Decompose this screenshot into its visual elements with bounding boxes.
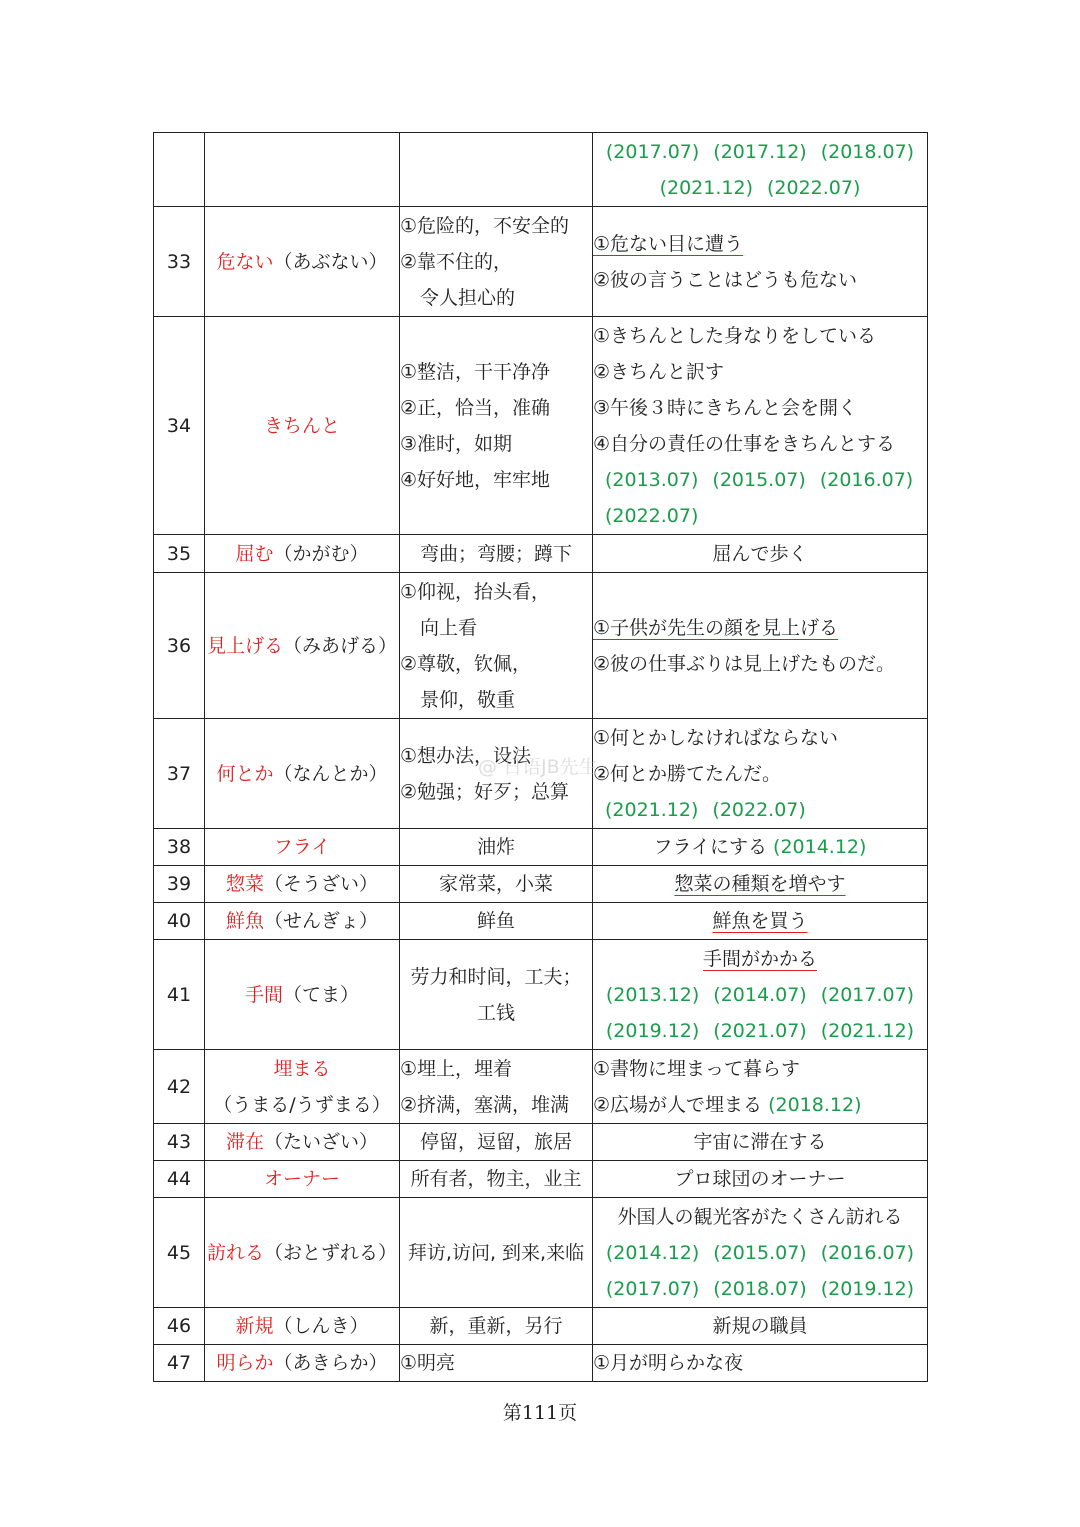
meaning-line: ②尊敬，钦佩， <box>400 652 532 675</box>
word-kanji: 危ない <box>216 250 274 273</box>
example-cell <box>593 829 928 866</box>
word-cell <box>205 1124 400 1161</box>
word-reading: （おとずれる） <box>264 1241 398 1264</box>
meaning-line: ②勉强；好歹；总算 <box>400 780 570 803</box>
table-row <box>154 317 928 535</box>
example-cell: プロ球団のオーナー <box>593 1161 928 1198</box>
table-row <box>154 1161 928 1198</box>
example-line: ①書物に埋まって暮らす <box>593 1057 801 1080</box>
row-number: 45 <box>154 1198 205 1308</box>
word-cell <box>205 1198 400 1308</box>
meaning-cell: 拜访,访问, 到来,来临 <box>400 1198 593 1308</box>
word-reading: （あきらか） <box>273 1352 388 1374</box>
word-kanji: 埋まる <box>273 1057 331 1080</box>
meaning-line: ④好好地，牢牢地 <box>400 468 551 491</box>
word-cell <box>205 1345 400 1382</box>
example-line: ①子供が先生の顔を見上げる <box>593 616 839 639</box>
example-line: ②きちんと訳す <box>593 360 725 383</box>
row-number: 43 <box>154 1124 205 1161</box>
meaning-cell <box>400 1050 593 1124</box>
example-line: 外国人の観光客がたくさん訪れる <box>617 1205 903 1228</box>
example-cell <box>593 719 928 829</box>
example-cell: 新規の職員 <box>593 1308 928 1345</box>
row-number <box>154 133 205 207</box>
meaning-cell: 停留，逗留，旅居 <box>400 1124 593 1161</box>
meaning-line: ①想办法，设法 <box>400 744 532 767</box>
table-row <box>154 1308 928 1345</box>
exam-years: (2017.07) (2018.07) (2019.12) <box>605 1277 915 1300</box>
word-kanji: 明らか <box>216 1352 274 1374</box>
example-line: ②広場が人で埋まる <box>593 1093 763 1116</box>
meaning-cell: 新，重新，另行 <box>400 1308 593 1345</box>
word-cell <box>205 535 400 573</box>
exam-years: (2013.12) (2014.07) (2017.07) <box>605 983 915 1006</box>
word-kanji: 訪れる <box>206 1241 264 1264</box>
meaning-cell <box>400 317 593 535</box>
example-cell <box>593 903 928 940</box>
meaning-cell <box>400 133 593 207</box>
row-number: 34 <box>154 317 205 535</box>
word-kanji: 惣菜 <box>225 873 264 895</box>
example-line: ①何とかしなければならない <box>593 726 839 749</box>
watermark: @ 日语JB先生 <box>478 756 598 778</box>
table-row <box>154 1345 928 1382</box>
example-line: フライにする <box>653 836 767 858</box>
meaning-cell <box>400 940 593 1050</box>
meaning-line: ①埋上，埋着 <box>400 1057 513 1080</box>
table-row <box>154 1050 928 1124</box>
word-cell <box>205 829 400 866</box>
word-reading: （うまる/うずまる） <box>213 1093 391 1116</box>
table-row <box>154 1198 928 1308</box>
example-line: ②彼の仕事ぶりは見上げたものだ。 <box>593 652 896 675</box>
meaning-line: 景仰，敬重 <box>420 688 516 711</box>
meaning-line: ②靠不住的， <box>400 250 513 273</box>
example-line: ④自分の責任の仕事をきちんとする <box>593 432 896 455</box>
meaning-line: ①危险的，不安全的 <box>400 214 570 237</box>
example-line: 惣菜の種類を増やす <box>674 873 846 895</box>
example-line: ③午後３時にきちんと会を開く <box>593 396 858 419</box>
row-number: 47 <box>154 1345 205 1382</box>
word-kanji: 滞在 <box>225 1131 264 1153</box>
row-number: 38 <box>154 829 205 866</box>
meaning-cell: 弯曲；弯腰；蹲下 <box>400 535 593 573</box>
exam-year: (2014.12) <box>773 836 867 858</box>
table-row <box>154 903 928 940</box>
row-number: 36 <box>154 573 205 719</box>
example-line: 手間がかかる <box>702 947 817 970</box>
row-number: 33 <box>154 207 205 317</box>
meaning-cell <box>400 207 593 317</box>
word-kanji: 鮮魚 <box>225 910 264 932</box>
example-cell <box>593 866 928 903</box>
meaning-line: ③准时，如期 <box>400 432 513 455</box>
word-kanji: オーナー <box>263 1168 340 1190</box>
row-number: 39 <box>154 866 205 903</box>
word-cell <box>205 1308 400 1345</box>
meaning-line: ①整洁，干干净净 <box>400 360 551 383</box>
word-cell <box>205 317 400 535</box>
exam-years: (2017.07) (2017.12) (2018.07) <box>605 140 915 163</box>
word-cell <box>205 940 400 1050</box>
meaning-line: 向上看 <box>420 616 478 639</box>
exam-years: (2022.07) <box>605 504 699 527</box>
table-row <box>154 207 928 317</box>
word-kanji: 新規 <box>235 1315 274 1337</box>
exam-years: (2019.12) (2021.07) (2021.12) <box>605 1019 915 1042</box>
word-reading: （みあげる） <box>283 634 398 657</box>
table-row <box>154 535 928 573</box>
exam-years: (2013.07) (2015.07) (2016.07) <box>605 468 914 491</box>
example-cell <box>593 207 928 317</box>
word-reading: （あぶない） <box>273 250 388 273</box>
meaning-cell: ①明亮 <box>400 1345 593 1382</box>
example-line: ②何とか勝てたんだ。 <box>593 762 782 785</box>
meaning-line: ②挤满，塞满，堆满 <box>400 1093 570 1116</box>
example-cell: 屈んで歩く <box>593 535 928 573</box>
example-cell <box>593 940 928 1050</box>
word-cell <box>205 719 400 829</box>
word-reading: （そうざい） <box>264 873 379 895</box>
meaning-line: 劳力和时间，工夫； <box>410 965 582 988</box>
table-row <box>154 1124 928 1161</box>
example-cell: 宇宙に滞在する <box>593 1124 928 1161</box>
word-kanji: 何とか <box>216 762 274 785</box>
example-line: ①危ない目に遭う <box>593 232 744 255</box>
word-reading: （せんぎょ） <box>264 910 379 932</box>
meaning-cell: 鲜鱼 <box>400 903 593 940</box>
word-cell <box>205 1161 400 1198</box>
exam-year: (2018.12) <box>768 1093 862 1116</box>
example-line: ①きちんとした身なりをしている <box>593 324 877 347</box>
example-cell <box>593 317 928 535</box>
word-reading: （かがむ） <box>273 542 369 565</box>
row-number: 42 <box>154 1050 205 1124</box>
table-row <box>154 940 928 1050</box>
row-number: 40 <box>154 903 205 940</box>
word-reading: （なんとか） <box>273 762 388 785</box>
word-kanji: 手間 <box>244 983 283 1006</box>
word-cell <box>205 1050 400 1124</box>
word-kanji: 屈む <box>235 542 274 565</box>
example-cell <box>593 1198 928 1308</box>
meaning-cell <box>400 573 593 719</box>
word-kanji: きちんと <box>263 414 340 437</box>
word-reading: （たいざい） <box>264 1131 379 1153</box>
word-cell <box>205 903 400 940</box>
row-number: 41 <box>154 940 205 1050</box>
meaning-line: 令人担心的 <box>420 286 516 309</box>
row-number: 46 <box>154 1308 205 1345</box>
table-row <box>154 866 928 903</box>
page-number: 第111页 <box>502 1402 578 1424</box>
exam-years: (2021.12) (2022.07) <box>659 176 861 199</box>
exam-years: (2021.12) (2022.07) <box>605 798 806 821</box>
meaning-line: ①仰视，抬头看， <box>400 580 551 603</box>
word-reading: （てま） <box>283 983 360 1006</box>
example-cell <box>593 1050 928 1124</box>
word-kanji: 見上げる <box>206 634 283 657</box>
example-cell: ①月が明らかな夜 <box>593 1345 928 1382</box>
word-cell <box>205 207 400 317</box>
example-line: ②彼の言うことはどうも危ない <box>593 268 858 291</box>
table-row <box>154 133 928 207</box>
word-cell <box>205 866 400 903</box>
exam-years: (2014.12) (2015.07) (2016.07) <box>605 1241 915 1264</box>
row-number: 37 <box>154 719 205 829</box>
word-cell <box>205 133 400 207</box>
word-kanji: フライ <box>273 836 331 858</box>
table-row <box>154 573 928 719</box>
meaning-cell: 油炸 <box>400 829 593 866</box>
row-number: 44 <box>154 1161 205 1198</box>
example-cell <box>593 573 928 719</box>
row-number: 35 <box>154 535 205 573</box>
table-row <box>154 829 928 866</box>
meaning-cell: 所有者，物主，业主 <box>400 1161 593 1198</box>
word-cell <box>205 573 400 719</box>
word-reading: （しんき） <box>273 1315 369 1337</box>
meaning-cell: 家常菜，小菜 <box>400 866 593 903</box>
meaning-line: 工钱 <box>476 1001 515 1024</box>
meaning-line: ②正，恰当，准确 <box>400 396 551 419</box>
example-line: 鮮魚を買う <box>712 910 808 932</box>
example-cell <box>593 133 928 207</box>
